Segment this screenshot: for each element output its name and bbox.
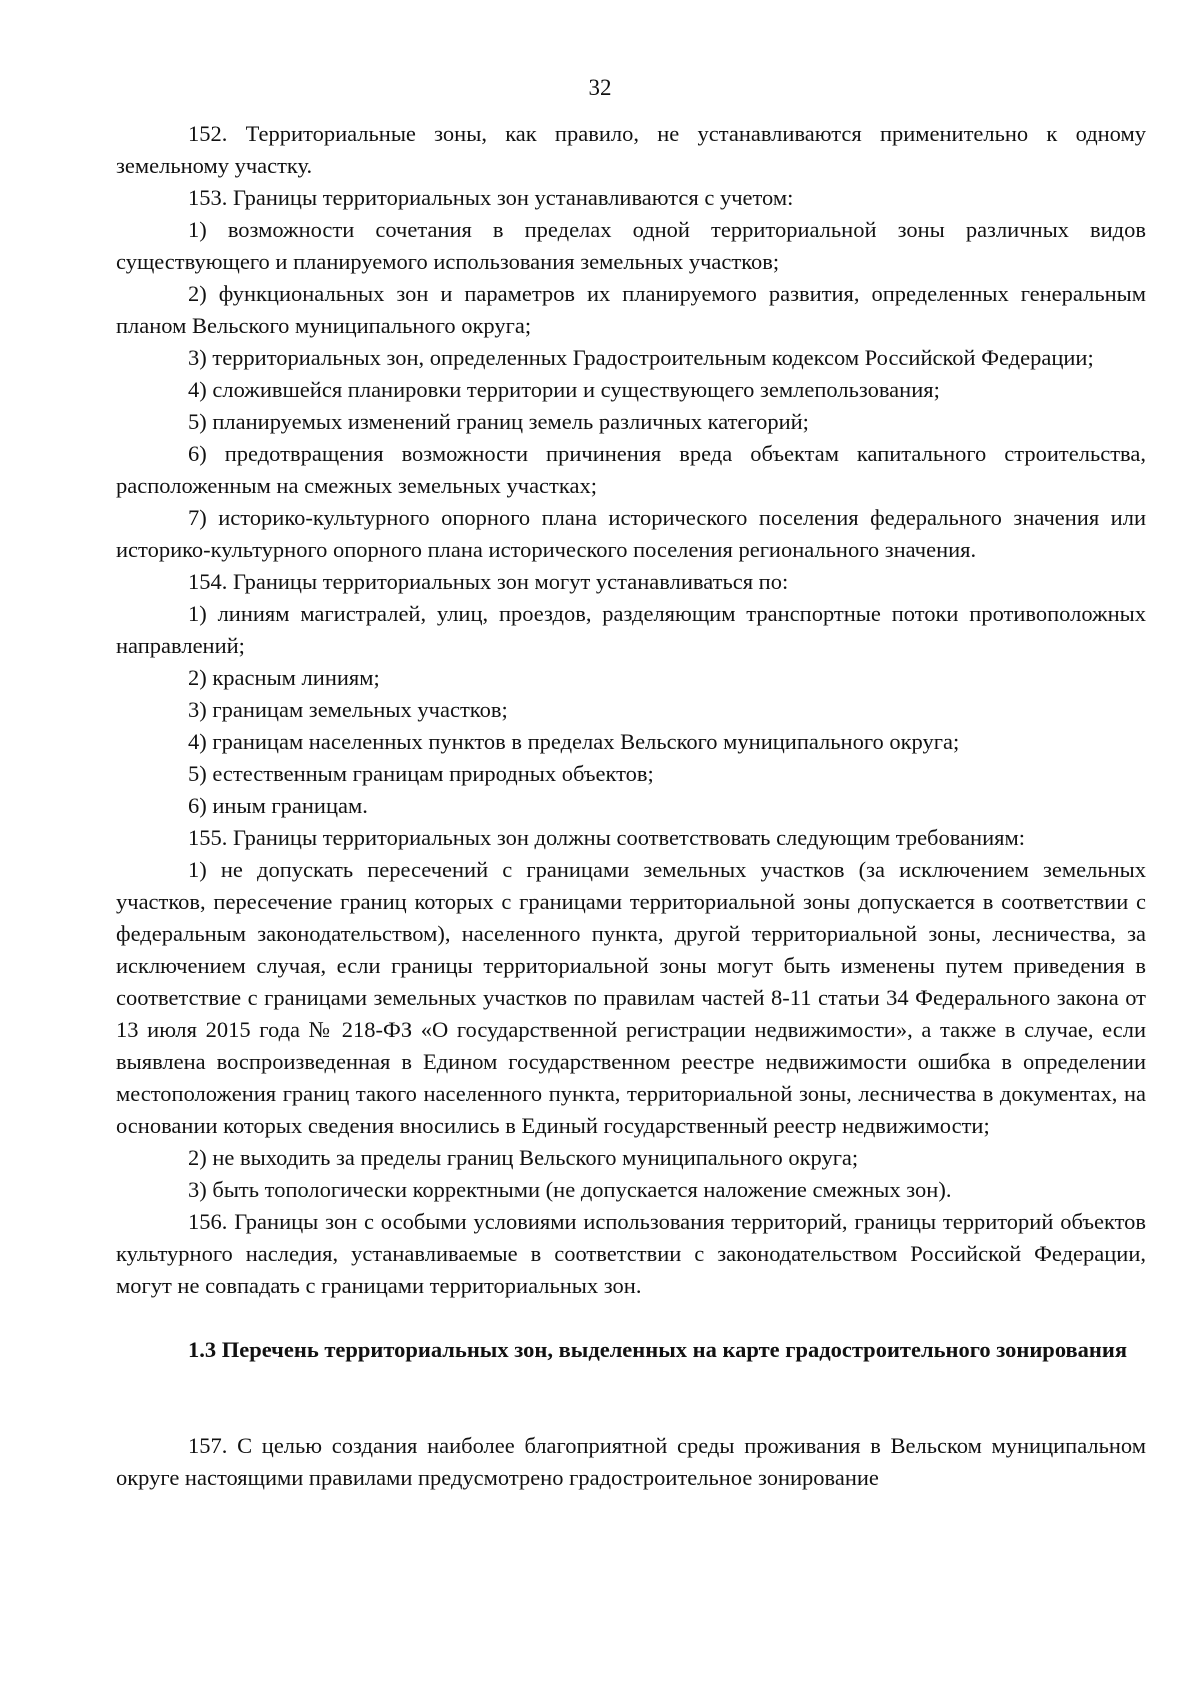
page-number: 32: [588, 75, 612, 100]
section-heading: 1.3 Перечень территориальных зон, выделенных на карте градостроительного зонирования: [188, 1337, 1128, 1362]
list-item-155-3: 3) быть топологически корректными (не допускается наложение смежных зон).: [188, 1177, 952, 1202]
list-item-155-2: 2) не выходить за пределы границ Вельского муниципального округа;: [188, 1145, 859, 1170]
list-item-153-3: 3) территориальных зон, определенных Градостроительным кодексом Российской Федерации;: [188, 345, 1094, 370]
list-item-154-3: 3) границам земельных участков;: [188, 697, 508, 722]
list-item-154-1: 1) линиям магистралей, улиц, проездов, разделяющим транспортные потоки противоположных направлений;: [116, 601, 1146, 658]
document-body: [116, 118, 1146, 1494]
list-item-154-6: 6) иным границам.: [188, 793, 368, 818]
list-item-154-5: 5) естественным границам природных объектов;: [188, 761, 654, 786]
list-item-153-7: 7) историко-культурного опорного плана исторического поселения федерального значения или историко-культурного опорного плана исторического поселения регионального значения.: [116, 505, 1146, 562]
paragraph-153: 153. Границы территориальных зон устанавливаются с учетом:: [188, 185, 794, 210]
paragraph-152: 152. Территориальные зоны, как правило, не устанавливаются применительно к одному земельному участку.: [116, 121, 1146, 178]
list-item-153-1: 1) возможности сочетания в пределах одной территориальной зоны различных видов существующего и планируемого использования земельных участков;: [116, 217, 1146, 274]
paragraphs-before-heading: [116, 118, 1146, 1302]
list-item-154-4: 4) границам населенных пунктов в пределах Вельского муниципального округа;: [188, 729, 960, 754]
paragraph-157: 157. С целью создания наиболее благоприятной среды проживания в Вельском муниципальном округе настоящими правилами предусмотрено градостроительное зонирование: [116, 1433, 1146, 1490]
list-item-155-1: 1) не допускать пересечений с границами земельных участков (за исключением земельных участков, пересечение границ которых с границами территориальной зоны допускается в соответствии с федеральным законодательством), населенного пункта, другой территориальной зоны, лесничества, за исключением случая, если границы территориальной зоны могут быть изменены путем приведения в соответствие с границами земельных участков по правилам частей 8-11 статьи 34 Федерального закона от 13 июля 2015 года № 218-ФЗ «О государственной регистрации недвижимости», а также в случае, если выявлена воспроизведенная в Едином государственном реестре недвижимости ошибка в определении местоположения границ такого населенного пункта, территориальной зоны, лесничества в документах, на основании которых сведения вносились в Единый государственный реестр недвижимости;: [116, 857, 1146, 1138]
list-item-154-2: 2) красным линиям;: [188, 665, 380, 690]
paragraph-154: 154. Границы территориальных зон могут устанавливаться по:: [188, 569, 789, 594]
list-item-153-6: 6) предотвращения возможности причинения вреда объектам капитального строительства, расположенным на смежных земельных участках;: [116, 441, 1146, 498]
paragraph-155: 155. Границы территориальных зон должны соответствовать следующим требованиям:: [188, 825, 1025, 850]
list-item-153-4: 4) сложившейся планировки территории и существующего землепользования;: [188, 377, 940, 402]
list-item-153-5: 5) планируемых изменений границ земель различных категорий;: [188, 409, 809, 434]
list-item-153-2: 2) функциональных зон и параметров их планируемого развития, определенных генеральным планом Вельского муниципального округа;: [116, 281, 1146, 338]
paragraph-156: 156. Границы зон с особыми условиями использования территорий, границы территорий объектов культурного наследия, устанавливаемые в соответствии с законодательством Российской Федерации, могут не совпадать с границами территориальных зон.: [116, 1209, 1146, 1298]
paragraphs-after-heading: [116, 1430, 1146, 1494]
